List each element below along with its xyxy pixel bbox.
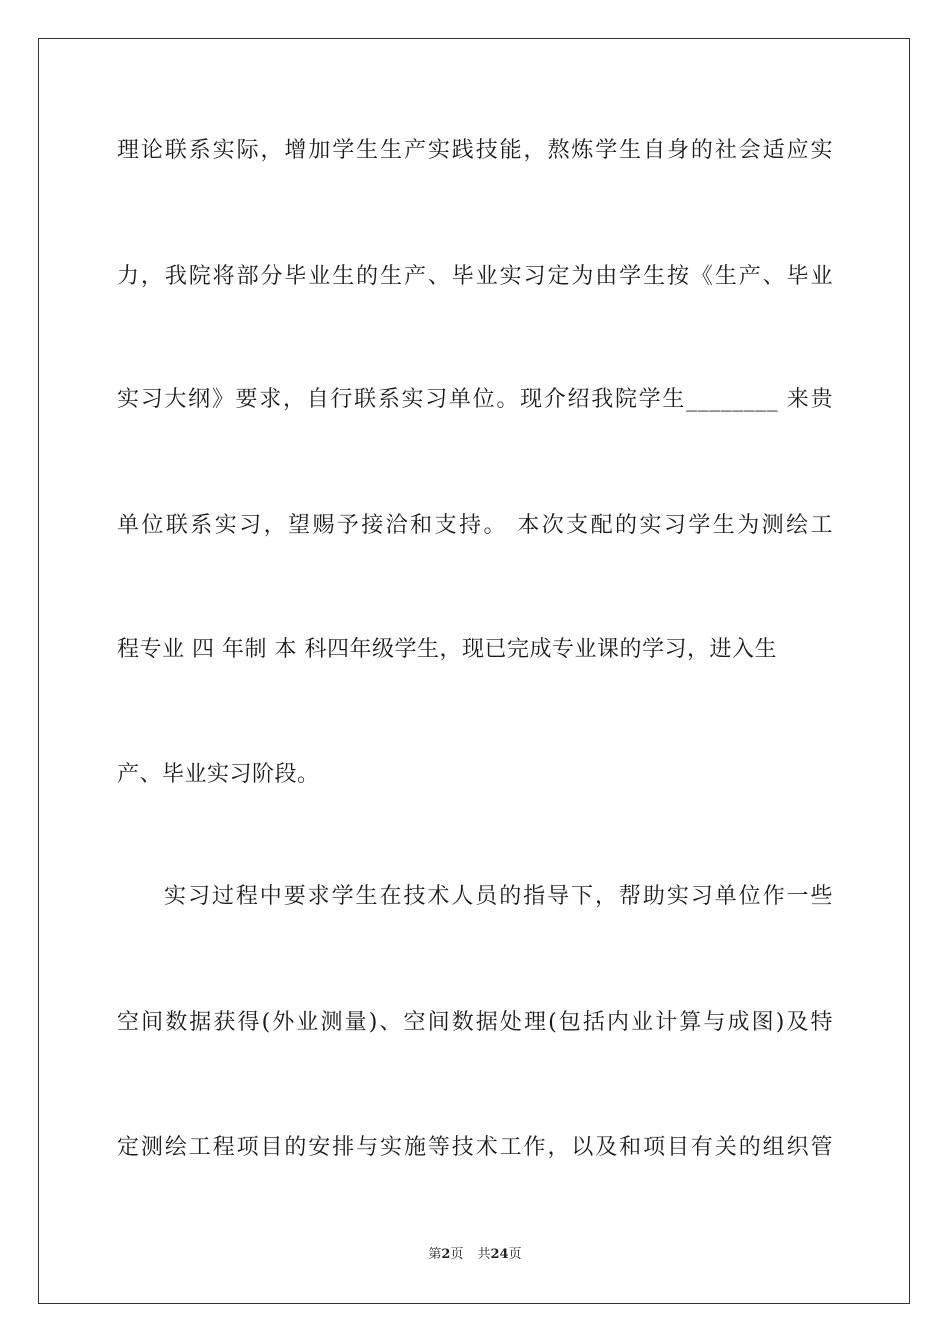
body-line-3: 实习大纲》要求，自行联系实习单位。现介绍我院学生________ 来贵 [117, 387, 833, 412]
body-line-5: 程专业 四 年制 本 科四年级学生，现已完成专业课的学习，进入生 [117, 637, 777, 662]
footer-total-suffix: 页 [508, 1247, 522, 1262]
body-line-8: 空间数据获得(外业测量)、空间数据处理(包括内业计算与成图)及特 [117, 1010, 833, 1035]
footer-page-suffix: 页 [450, 1247, 464, 1262]
body-line-7: 实习过程中要求学生在技术人员的指导下，帮助实习单位作一些 [164, 884, 833, 909]
body-line-2: 力，我院将部分毕业生的生产、毕业实习定为由学生按《生产、毕业 [117, 264, 833, 289]
body-line-1: 理论联系实际，增加学生生产实践技能，熬炼学生自身的社会适应实 [117, 138, 833, 163]
page-border [38, 38, 910, 1304]
footer-prefix: 第 [428, 1247, 442, 1262]
body-line-6: 产、毕业实习阶段。 [117, 762, 320, 787]
page-footer [0, 1246, 950, 1264]
body-line-4: 单位联系实习，望赐予接洽和支持。 本次支配的实习学生为测绘工 [117, 513, 833, 538]
body-line-9: 定测绘工程项目的安排与实施等技术工作，以及和项目有关的组织管 [117, 1135, 833, 1160]
current-page-number: 2 [441, 1247, 451, 1262]
footer-total-prefix: 共 [477, 1247, 491, 1262]
total-page-count: 24 [490, 1247, 509, 1262]
